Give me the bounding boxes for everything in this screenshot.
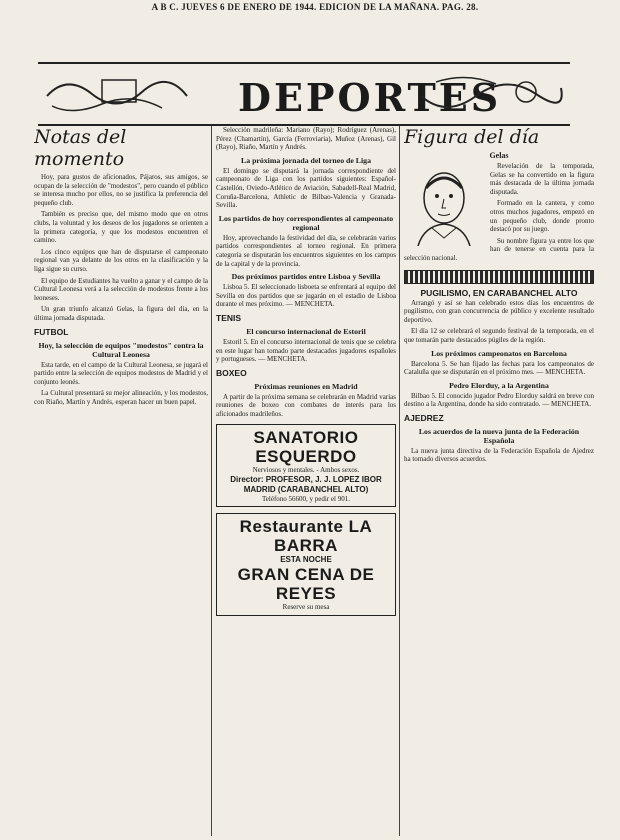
ad-line: Director: PROFESOR, J. J. LOPEZ IBOR [230, 474, 382, 484]
column-heading: Notas del momento [34, 126, 127, 170]
paragraph: Hoy, para gustos de aficionados, Pájaros, sus amigos, se ocupan de la selección de "modestos", pero cuando el público se interesa mucho por ellos, no se justifica la preferencia del pequeño club. [34, 173, 208, 207]
paragraph: Formado en la cantera, y como otros muchos jugadores, empezó en un pequeño club, donde pronto destacó por su juego. [490, 199, 594, 234]
section-title: DEPORTES [238, 75, 502, 120]
column-rule [211, 126, 212, 836]
paragraph: Barcelona 5. Se han fijado las fechas para los campeonatos de Cataluña que se disputarán en el próximo mes. — MENCHETA. [404, 359, 594, 377]
running-head: A B C. JUEVES 6 DE ENERO DE 1944. EDICION DE LA MAÑANA. PAG. 28. [151, 2, 479, 12]
paragraph: A partir de la próxima semana se celebrarán en Madrid varias reuniones de boxeo con combates de interés para los aficionados madrileños. [216, 392, 396, 418]
article-headline: Dos próximos partidos entre Lisboa y Sevilla [231, 272, 381, 282]
article-headline: Hoy, la selección de equipos "modestos" contra la Cultural Leonesa [38, 340, 204, 359]
paragraph: La nueva junta directiva de la Federación Española de Ajedrez ha tomado diversos acuerdos. [404, 446, 594, 464]
article-headline: Los acuerdos de la nueva junta de la Federación Española [418, 426, 580, 445]
ad-line: Restaurante LA BARRA [239, 517, 373, 556]
paragraph: Bilbao 5. El conocido jugador Pedro Elorduy saldrá en breve con destino a la Argentina, donde ha sido contratado. — MENCHETA. [404, 391, 594, 409]
player-portrait [404, 164, 484, 246]
section-label: PUGILISMO, EN CARABANCHEL ALTO [420, 287, 578, 298]
paragraph: Hoy, aprovechando la festividad del día, se celebrarán varios partidos correspondientes al torneo regional. En primera categoría se disputarán los encuentros siguientes en los campos de la capital y de la provincia. [216, 233, 396, 268]
decorative-scroll-icon [42, 66, 192, 122]
section-banner-pugilismo [404, 270, 594, 284]
paragraph: También es preciso que, del mismo modo que en otros clubs, la voluntad y los deseos de los jugadores se orienten a la primera categoría, y que los modestos encuentren el camino. [34, 210, 208, 245]
ad-line: GRAN CENA DE REYES [237, 565, 375, 604]
article-headline: Pedro Elorduy, a la Argentina [449, 380, 549, 390]
ad-line: Reserve su mesa [282, 603, 330, 612]
paragraph: El día 12 se celebrará el segundo festival de la temporada, en el que tomarán parte destacados púgiles de la región. [404, 327, 594, 344]
portrait-sketch-icon [404, 164, 484, 246]
section-label: AJEDREZ [404, 412, 444, 423]
column-middle [216, 126, 396, 840]
paragraph: Estoril 5. En el concurso internacional de tenis que se celebra en este lugar han tomado parte destacados jugadores españoles y portugueses. — MENCHETA. [216, 337, 396, 364]
paragraph: El equipo de Estudiantes ha vuelto a ganar y el campo de la Cultural Leonesa verá a la selección de modestos frente a los leoneses. [34, 276, 208, 302]
article-headline: Los partidos de hoy correspondientes al campeonato regional [218, 213, 394, 232]
column-left [34, 126, 208, 840]
ad-line: Nerviosos y mentales. - Ambos sexos. [252, 466, 360, 475]
column-right [404, 126, 594, 840]
article-headline: El concurso internacional de Estoril [246, 326, 366, 336]
section-label: FUTBOL [34, 326, 69, 337]
paragraph: Un gran triunfo alcanzó Gelas, la figura del día, en la última jornada disputada. [34, 305, 208, 322]
paragraph: Revelación de la temporada, Gelas se ha convertido en la figura más destacada de la última jornada disputada. [490, 162, 594, 196]
ad-line: Teléfono 56600, y pedir el 901. [262, 494, 350, 503]
section-label: TENIS [216, 312, 242, 323]
column-rule [399, 126, 400, 836]
paragraph: Esta tarde, en el campo de la Cultural Leonesa, se jugará el partido entre la selección de equipos modestos de Madrid y el conjunto leonés. [34, 360, 208, 386]
paragraph: Su nombre figura ya entre los que han de tenerse en cuenta para la selección nacional. [404, 236, 594, 262]
article-headline: La próxima jornada del torneo de Liga [241, 155, 371, 165]
ad-line: ESTA NOCHE [280, 555, 332, 565]
decorative-scroll-icon [416, 66, 566, 122]
section-label: BOXEO [216, 367, 247, 378]
paragraph: Los cinco equipos que han de disputarse el campeonato regional van ya delante de los otros en la clasificación y la liga sigue su curso. [34, 247, 208, 273]
player-name: Gelas [489, 151, 509, 160]
paragraph: Lisboa 5. El seleccionado lisboeta se enfrentará al equipo del Sevilla en dos partidos que se jugarán en el estadio de Lisboa durante el mes próximo. — MENCHETA. [216, 283, 396, 309]
section-banner [38, 62, 570, 126]
paragraph: La Cultural presentará su mejor alineación, y los modestos, con Riaño, Martín y Andrés, esperan hacer un buen papel. [34, 389, 208, 406]
ad-line: MADRID (CARABANCHEL ALTO) [243, 484, 369, 494]
article-headline: Los próximos campeonatos en Barcelona [431, 348, 567, 358]
ad-name: SANATORIO ESQUERDO [253, 428, 359, 467]
advertisement-sanatorio [216, 424, 396, 507]
column-heading: Figura del día [404, 126, 540, 148]
paragraph: Selección madrileña: Mariano (Rayo); Rodríguez (Arenas), Pérez (Chamartín), García (Ferroviaria), Muñoz (Arenas), Gil (Rayo), Riaño, Martín y Andrés. [216, 126, 396, 152]
paragraph: El domingo se disputará la jornada correspondiente del campeonato de Liga con los partidos siguientes: Español-Castellón, Oviedo-Atlético de Aviación, Sabadell-Real Madrid, Coruña-Barcelona, Athletic de Bilbao-Valencia y Granada-Sevilla. [216, 166, 396, 210]
article-headline: Próximas reuniones en Madrid [254, 381, 358, 391]
paragraph: Arrangó y así se han celebrado estos días los encuentros de pugilismo, con gran concurrencia de público y excelente resultado deportivo. [404, 298, 594, 324]
advertisement-restaurante [216, 513, 396, 616]
